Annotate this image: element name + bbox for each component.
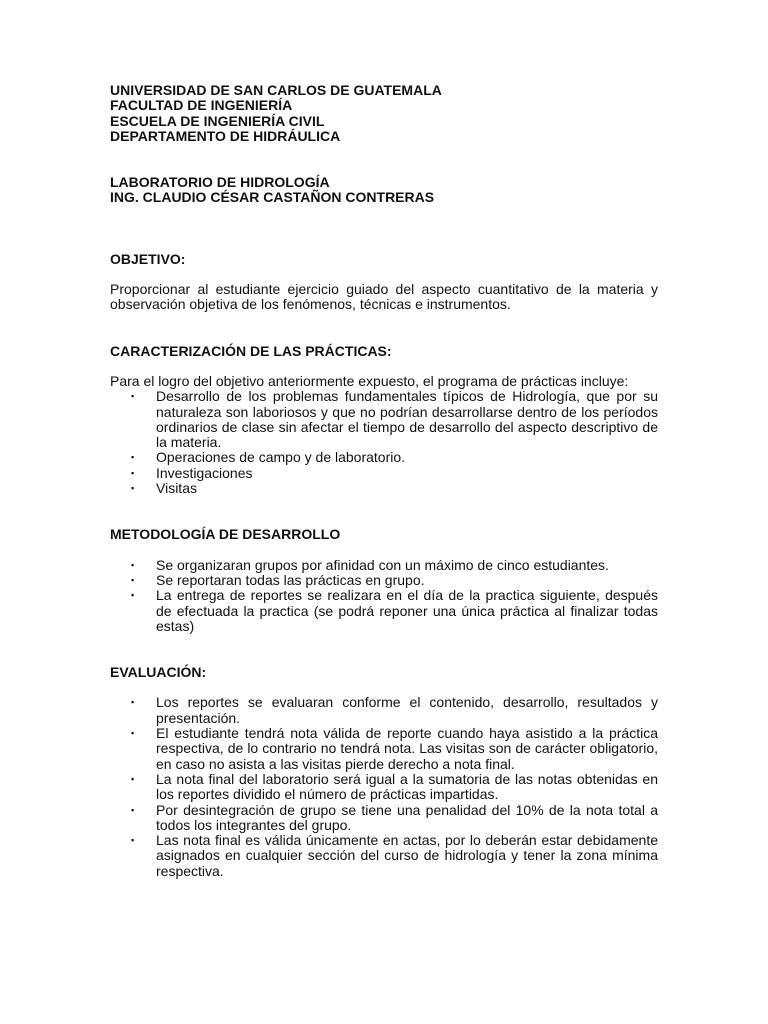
characterization-intro: Para el logro del objetivo anteriormente expuesto, el programa de prácticas incluye:	[110, 372, 629, 389]
objective-section	[110, 252, 658, 313]
school-name: ESCUELA DE INGENIERÍA CIVIL	[110, 112, 325, 129]
list-item-text: Operaciones de campo y de laboratorio.	[156, 449, 406, 466]
bullet-icon: ▪	[131, 559, 135, 570]
bullet-icon: ▪	[131, 391, 135, 402]
bullet-icon: ▪	[131, 452, 135, 463]
list-item	[110, 726, 658, 772]
list-item	[110, 466, 658, 481]
list-item-text: Los reportes se evaluaran conforme el contenido, desarrollo, resultados y presentación.	[156, 694, 658, 726]
list-item	[110, 803, 658, 834]
characterization-list	[110, 389, 658, 496]
evaluation-list	[110, 695, 658, 879]
objective-heading: OBJETIVO:	[110, 250, 186, 267]
evaluation-heading: EVALUACIÓN:	[110, 664, 207, 681]
bullet-icon: ▪	[131, 835, 135, 846]
list-item-text: La nota final del laboratorio será igual a la sumatoria de las notas obtenidas en los reportes dividido el número de prácticas impartidas.	[156, 770, 658, 803]
list-item	[110, 588, 658, 634]
bullet-icon: ▪	[131, 728, 135, 739]
bullet-icon: ▪	[131, 574, 135, 585]
list-item	[110, 450, 658, 465]
list-item-text: Se organizaran grupos por afinidad con un máximo de cinco estudiantes.	[156, 556, 609, 573]
bullet-icon: ▪	[131, 483, 135, 494]
bullet-icon: ▪	[131, 697, 135, 708]
institution-header	[110, 83, 658, 144]
list-item	[110, 833, 658, 879]
bullet-icon: ▪	[131, 467, 135, 478]
list-item	[110, 389, 658, 450]
characterization-section	[110, 344, 658, 497]
document-page	[110, 83, 658, 879]
objective-text: Proporcionar al estudiante ejercicio guiado del aspecto cuantitativo de la materia y observación objetiva de los fenómenos, técnicas e instrumentos.	[110, 281, 658, 313]
list-item	[110, 573, 658, 588]
lab-title: LABORATORIO DE HIDROLOGÍA	[110, 174, 330, 191]
methodology-heading: METODOLOGÍA DE DESARROLLO	[110, 526, 341, 543]
university-name: UNIVERSIDAD DE SAN CARLOS DE GUATEMALA	[110, 82, 442, 98]
list-item	[110, 481, 658, 496]
lab-header	[110, 175, 658, 206]
list-item-text: Por desintegración de grupo se tiene una penalidad del 10% de la nota total a todos los integrantes del grupo.	[156, 801, 658, 833]
list-item-text: Desarrollo de los problemas fundamentales típicos de Hidrología, que por su naturaleza son laboriosos y que no podrían desarrollarse dentro de los períodos ordinarios de clase sin afectar el tiempo de desarrollo del aspecto descriptivo de la materia.	[156, 388, 658, 451]
bullet-icon: ▪	[131, 773, 135, 784]
characterization-heading: CARACTERIZACIÓN DE LAS PRÁCTICAS:	[110, 342, 392, 359]
list-item-text: Las nota final es válida únicamente en actas, por lo deberán estar debidamente asignados en cualquier sección del curso de hidrología y tener la zona mínima respectiva.	[156, 832, 658, 879]
list-item	[110, 695, 658, 726]
list-item-text: La entrega de reportes se realizara en el día de la practica siguiente, después de efectuada la practica (se podrá reponer una única práctica al finalizar todas estas)	[156, 587, 658, 634]
list-item-text: Visitas	[156, 480, 197, 497]
bullet-icon: ▪	[131, 590, 135, 601]
list-item-text: Se reportaran todas las prácticas en grupo.	[156, 571, 425, 588]
faculty-name: FACULTAD DE INGENIERÍA	[110, 97, 293, 114]
bullet-icon: ▪	[131, 804, 135, 815]
methodology-list	[110, 558, 658, 634]
list-item-text: Investigaciones	[156, 464, 253, 481]
list-item-text: El estudiante tendrá nota válida de reporte cuando haya asistido a la práctica respectiva, de lo contrario no tendrá nota. Las visitas son de carácter obligatorio, en caso no asista a las visitas pierde derecho a nota final.	[156, 725, 658, 772]
methodology-section	[110, 527, 658, 634]
department-name: DEPARTAMENTO DE HIDRÁULICA	[110, 127, 341, 144]
list-item	[110, 558, 658, 573]
evaluation-section	[110, 665, 658, 879]
lab-instructor: ING. CLAUDIO CÉSAR CASTAÑON CONTRERAS	[110, 189, 435, 206]
list-item	[110, 772, 658, 803]
